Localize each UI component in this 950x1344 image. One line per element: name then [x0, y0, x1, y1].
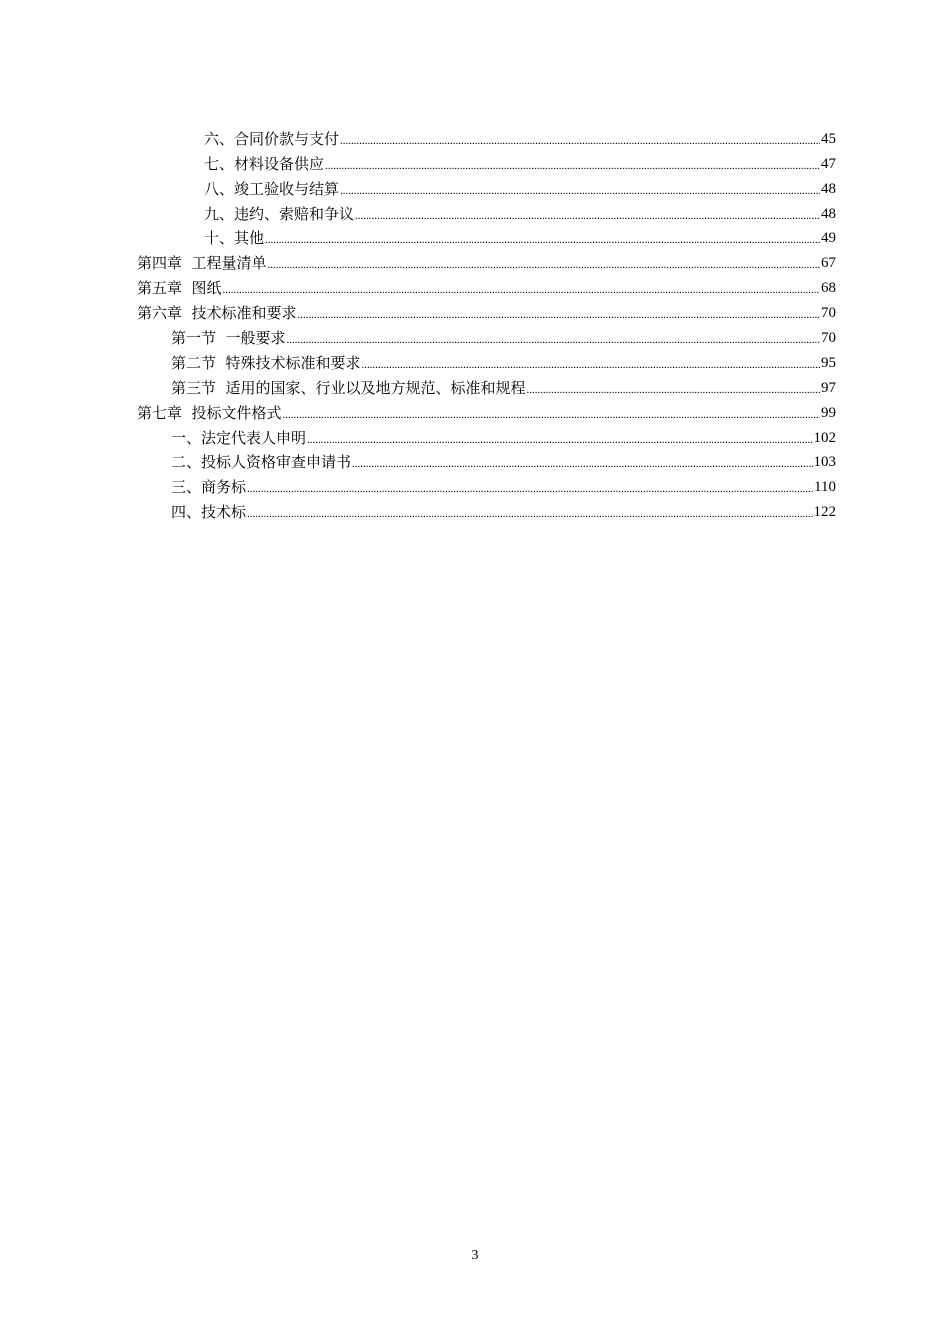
toc-entry-label: 八、竣工验收与结算	[204, 179, 340, 198]
table-of-contents	[0, 124, 950, 522]
toc-entry-page: 103	[813, 454, 836, 471]
toc-entry[interactable]	[0, 298, 950, 323]
toc-entry[interactable]	[0, 273, 950, 298]
toc-entry-page: 110	[814, 479, 836, 496]
toc-entry-page: 122	[813, 504, 836, 521]
toc-entry-page: 48	[821, 205, 836, 222]
toc-entry-page: 70	[821, 330, 836, 347]
toc-entry[interactable]	[0, 497, 950, 522]
toc-leader-dots	[283, 403, 820, 423]
toc-entry-label: 第二节 特殊技术标准和要求	[171, 353, 361, 372]
toc-entry-label: 一、法定代表人申明	[171, 428, 307, 447]
toc-leader-dots	[268, 253, 820, 273]
toc-entry[interactable]	[0, 323, 950, 348]
toc-leader-dots	[223, 278, 820, 298]
toc-entry-page: 67	[821, 255, 836, 272]
toc-leader-dots	[287, 328, 820, 348]
toc-entry[interactable]	[0, 423, 950, 448]
toc-leader-dots	[362, 353, 820, 373]
toc-entry-page: 95	[821, 354, 836, 371]
toc-entry-page: 49	[821, 230, 836, 247]
toc-leader-dots	[298, 303, 820, 323]
toc-entry-label: 第七章 投标文件格式	[137, 403, 282, 422]
toc-entry[interactable]	[0, 348, 950, 373]
toc-entry[interactable]	[0, 124, 950, 149]
toc-entry-label: 四、技术标	[171, 503, 247, 522]
toc-entry-page: 102	[813, 429, 836, 446]
toc-leader-dots	[527, 378, 820, 398]
toc-entry-label: 二、投标人资格审查申请书	[171, 453, 352, 472]
toc-entry-label: 六、合同价款与支付	[204, 129, 340, 148]
toc-entry-label: 七、材料设备供应	[204, 154, 325, 173]
toc-entry-page: 99	[821, 404, 836, 421]
toc-entry-page: 70	[821, 305, 836, 322]
toc-entry[interactable]	[0, 149, 950, 174]
toc-entry-label: 第一节 一般要求	[171, 329, 286, 348]
toc-entry-page: 45	[821, 130, 836, 147]
toc-entry-page: 47	[821, 155, 836, 172]
toc-leader-dots	[340, 179, 820, 199]
toc-entry[interactable]	[0, 398, 950, 423]
toc-entry-label: 第五章 图纸	[137, 279, 222, 298]
toc-entry[interactable]	[0, 373, 950, 398]
toc-entry-page: 97	[821, 379, 836, 396]
toc-entry-label: 九、违约、索赔和争议	[204, 204, 355, 223]
toc-leader-dots	[265, 228, 820, 248]
toc-leader-dots	[247, 477, 813, 497]
page-number: 3	[471, 1248, 479, 1263]
toc-leader-dots	[325, 154, 820, 174]
toc-entry-label: 十、其他	[204, 229, 265, 248]
toc-entry[interactable]	[0, 224, 950, 249]
toc-entry[interactable]	[0, 472, 950, 497]
toc-entry-label: 第三节 适用的国家、行业以及地方规范、标准和规程	[171, 378, 526, 397]
toc-entry[interactable]	[0, 248, 950, 273]
toc-leader-dots	[352, 452, 812, 472]
toc-entry[interactable]	[0, 199, 950, 224]
toc-entry-page: 48	[821, 180, 836, 197]
toc-leader-dots	[355, 204, 820, 224]
toc-entry[interactable]	[0, 448, 950, 473]
toc-leader-dots	[247, 502, 812, 522]
toc-entry-label: 第六章 技术标准和要求	[137, 304, 297, 323]
toc-leader-dots	[340, 129, 820, 149]
toc-entry-label: 第四章 工程量清单	[137, 254, 267, 273]
toc-entry-page: 68	[821, 280, 836, 297]
toc-entry-label: 三、商务标	[171, 478, 247, 497]
toc-entry[interactable]	[0, 174, 950, 199]
toc-leader-dots	[307, 428, 812, 448]
